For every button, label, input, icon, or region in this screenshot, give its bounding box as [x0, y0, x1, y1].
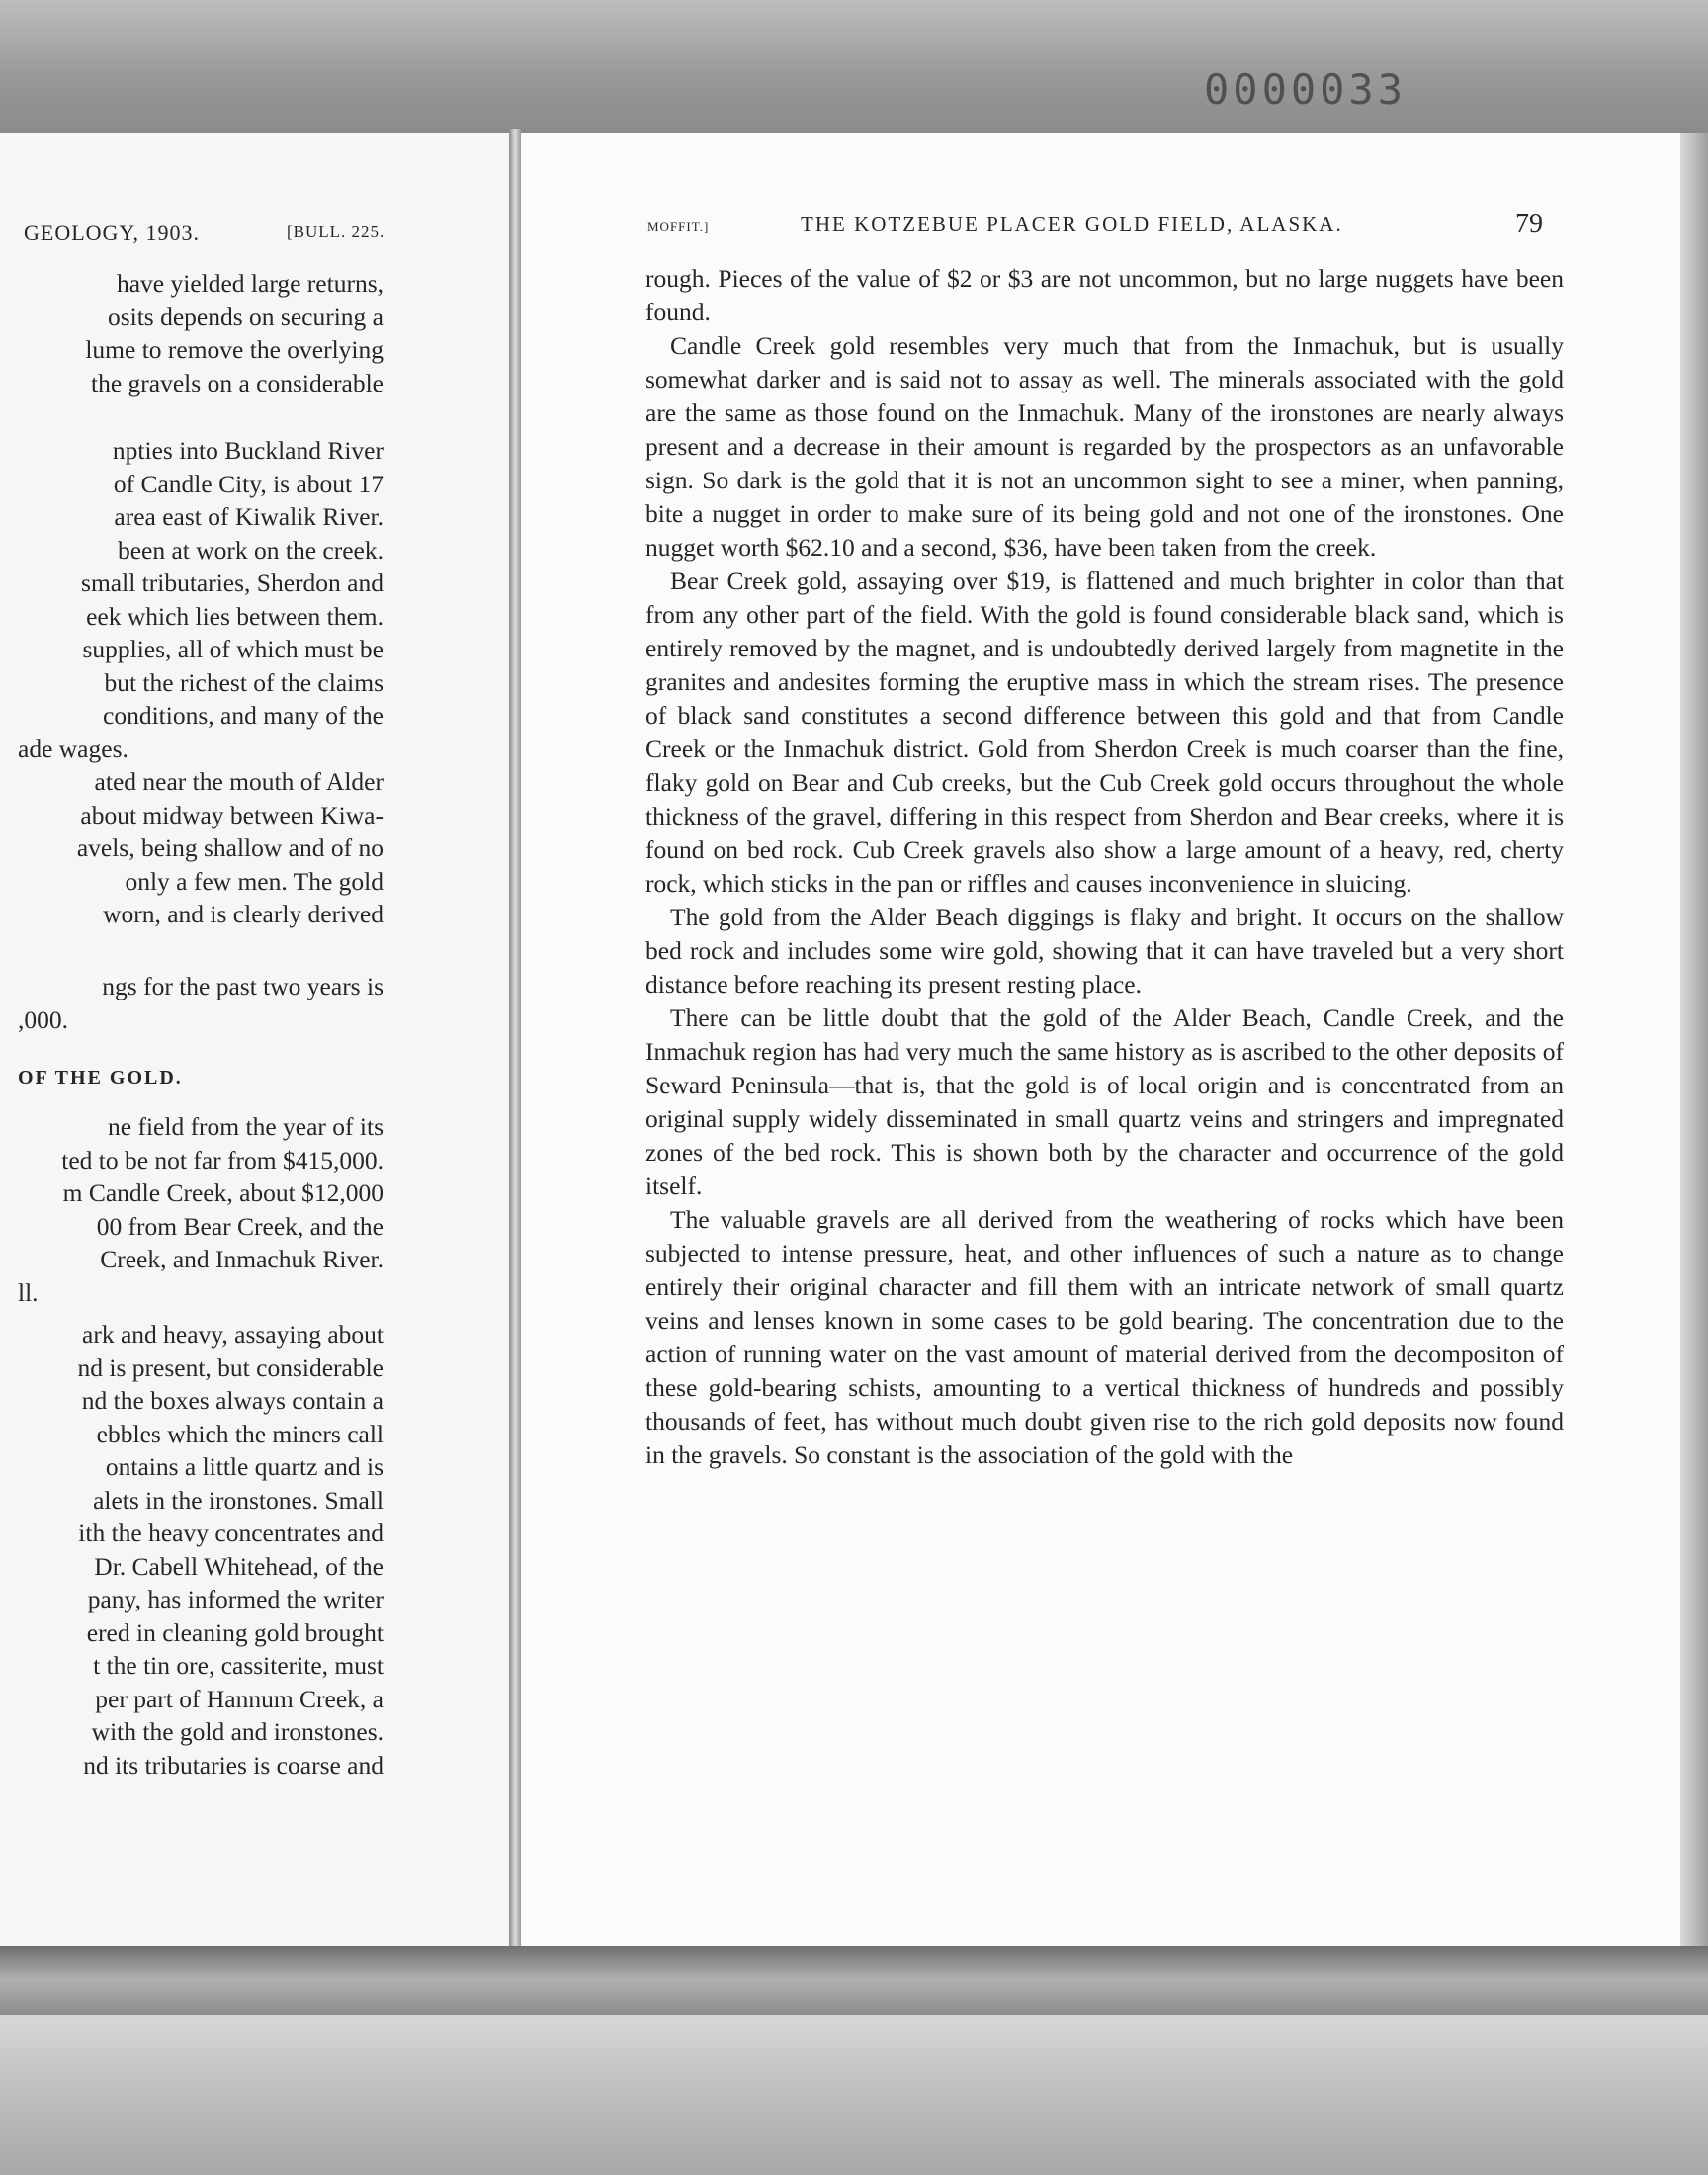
running-header — [647, 211, 1557, 246]
scan-bottom-strip — [0, 2015, 1708, 2175]
left-text-line: ark and heavy, assaying about — [82, 1320, 384, 1348]
left-text-line: per part of Hannum Creek, a — [95, 1684, 384, 1713]
left-text-line: been at work on the creek. — [117, 535, 384, 565]
left-text-line: ontains a little quartz and is — [105, 1452, 384, 1481]
left-text-line: m Candle Creek, about $12,000 — [62, 1178, 384, 1207]
author-tag: MOFFIT.] — [647, 219, 710, 234]
left-text-line: worn, and is clearly derived — [103, 900, 384, 928]
left-text-line: eek which lies between them. — [86, 601, 384, 631]
left-text-line: about midway between Kiwa- — [80, 800, 384, 829]
left-text-line: of Candle City, is about 17 — [113, 469, 384, 498]
scan-top-shadow — [0, 0, 1708, 133]
left-page — [0, 133, 509, 1953]
left-text-line: osits depends on securing a — [107, 302, 384, 331]
page-number: 79 — [1515, 209, 1543, 239]
left-text-line: with the gold and ironstones. — [91, 1717, 384, 1746]
left-text-line: have yielded large returns, — [116, 269, 384, 298]
left-text-line: lume to remove the overlying — [85, 335, 384, 364]
left-text-line: nd is present, but considerable — [77, 1352, 384, 1382]
paragraph: There can be little doubt that the gold of the Alder Beach, Candle Creek, and the Inmachuk region has had very much the same history as is ascribed to the other deposits of Seward Peninsula—that is, that the gold is of local origin and is concentrated from an original supply widely disseminated in small quartz veins and stringers and impregnated zones of the bed rock. This is shown both by the character and occurrence of the gold itself. — [645, 1003, 1564, 1200]
left-text-line: ngs for the past two years is — [102, 972, 384, 1000]
left-section-heading: OF THE GOLD. — [18, 1067, 183, 1088]
left-text-line: pany, has informed the writer — [87, 1585, 384, 1613]
paragraph: rough. Pieces of the value of $2 or $3 are not uncommon, but no large nuggets have been found. — [645, 264, 1564, 326]
left-text-line: 00 from Bear Creek, and the — [96, 1211, 384, 1241]
left-text-line: conditions, and many of the — [103, 701, 384, 730]
left-text-line: ated near the mouth of Alder — [94, 767, 384, 796]
running-title: THE KOTZEBUE PLACER GOLD FIELD, ALASKA. — [801, 213, 1343, 236]
left-text-line: nd the boxes always contain a — [81, 1386, 384, 1415]
left-text-line: nd its tributaries is coarse and — [83, 1750, 384, 1780]
left-text-line: small tributaries, Sherdon and — [81, 568, 384, 597]
left-text-line: the gravels on a considerable — [91, 368, 384, 397]
left-text-line: ,000. — [18, 1004, 68, 1034]
left-text-line: only a few men. The gold — [125, 866, 384, 896]
left-text-line: ted to be not far from $415,000. — [61, 1145, 384, 1174]
left-text-line: Creek, and Inmachuk River. — [100, 1245, 384, 1273]
scan-bottom-shadow — [0, 1946, 1708, 2015]
paragraph: Bear Creek gold, assaying over $19, is flattened and much brighter in color than that from any other part of the field. With the gold is found considerable black sand, which is entirely removed by the magnet, and is undoubtedly derived largely from magnetite in the granites and andesites forming the eruptive mass in which the stream rises. The presence of black sand constitutes a second difference between this gold and that from Candle Creek or the Inmachuk district. Gold from Sherdon Creek is much coarser than the fine, flaky gold on Bear and Cub creeks, but the Cub Creek gold occurs throughout the whole thickness of the gravel, differing in this respect from Sherdon and Bear creeks, where it is found on bed rock. Cub Creek gravels also show a large amount of a heavy, red, cherty rock, which sticks in the pan or riffles and causes inconvenience in sluicing. — [645, 566, 1564, 898]
left-text-line: npties into Buckland River — [112, 436, 384, 465]
paragraph: Candle Creek gold resembles very much that from the Inmachuk, but is usually somewhat darker and is said not to assay as well. The minerals associated with the gold are the same as those found on the Inmachuk. Many of the ironstones are nearly always present and a decrease in their amount is regarded by the prospectors as an unfavorable sign. So dark is the gold that it is not an uncommon sight to see a miner, when panning, bite a nugget in order to make sure of its being gold and not one of the ironstones. One nugget worth $62.10 and a second, $36, have been taken from the creek. — [645, 331, 1564, 562]
paragraph: The gold from the Alder Beach diggings is flaky and bright. It occurs on the shallow bed rock and includes some wire gold, showing that it can have traveled but a very short distance before reaching its present resting place. — [645, 903, 1564, 999]
left-text-line: ade wages. — [18, 734, 128, 763]
left-text-line: t the tin ore, cassiterite, must — [93, 1651, 384, 1680]
paragraph: The valuable gravels are all derived from the weathering of rocks which have been subjected to intense pressure, heat, and other influences of such a nature as to change entirely their original character and fill them with an intricate network of small quartz veins and lenses known in some cases to be gold bearing. The concentration due to the action of running water on the vast amount of material derived from the decompositon of these gold-bearing schists, amounting to a vertical thickness of hundreds and possibly thousands of feet, has without much doubt given rise to the rich gold deposits now found in the gravels. So constant is the association of the gold with the — [645, 1205, 1564, 1469]
left-text-line: ith the heavy concentrates and — [78, 1519, 384, 1547]
left-text-line: Dr. Cabell Whitehead, of the — [94, 1551, 384, 1581]
left-text-line: ne field from the year of its — [108, 1112, 384, 1141]
left-text-line: but the richest of the claims — [104, 667, 384, 697]
left-text-line: avels, being shallow and of no — [76, 833, 384, 862]
left-text-line: ered in cleaning gold brought — [86, 1617, 384, 1647]
folio-stamp: 0000033 — [1204, 65, 1408, 114]
body-text — [645, 262, 1564, 1472]
left-text-line: supplies, all of which must be — [82, 635, 384, 663]
left-text-line: ll. — [18, 1277, 39, 1307]
left-bulletin-number: [BULL. 225. — [287, 222, 385, 241]
scan-right-edge — [1680, 133, 1708, 1953]
left-text-line: ebbles which the miners call — [96, 1419, 384, 1448]
right-page — [521, 133, 1680, 1953]
left-text-line: area east of Kiwalik River. — [114, 502, 384, 531]
left-running-header: GEOLOGY, 1903. — [24, 220, 200, 245]
left-text-line: alets in the ironstones. Small — [93, 1485, 384, 1515]
book-gutter — [509, 129, 521, 1958]
